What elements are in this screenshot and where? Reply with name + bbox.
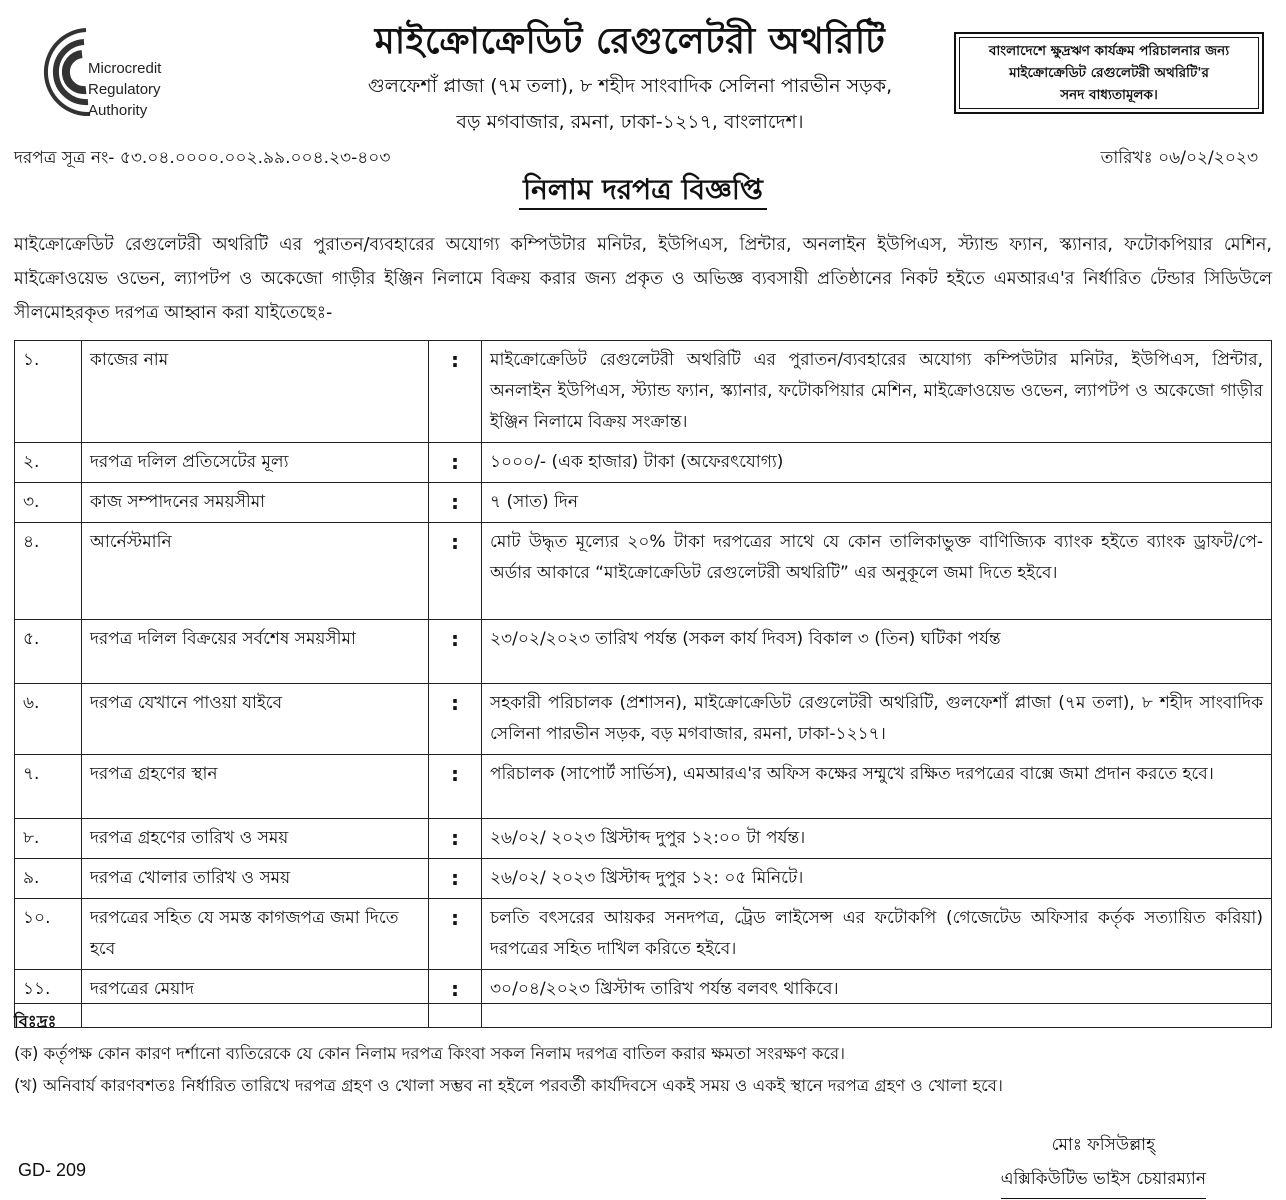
row-label: দরপত্র দলিল প্রতিসেটের মূল্য [82, 443, 429, 483]
notice-title-wrap [0, 168, 1286, 215]
table-row [15, 899, 1272, 970]
row-label: কাজ সম্পাদনের সময়সীমা [82, 483, 429, 523]
row-label: দরপত্র গ্রহণের তারিখ ও সময় [82, 819, 429, 859]
tender-terms-table [14, 340, 1272, 1028]
row-number: ১. [15, 341, 82, 443]
row-label: দরপত্রের সহিত যে সমস্ত কাগজপত্র জমা দিতে হবে [82, 899, 429, 970]
certificate-line: বাংলাদেশে ক্ষুদ্রঋণ কার্যক্রম পরিচালনার জন্য [988, 43, 1230, 59]
signatory-designation: এক্সিকিউটিভ ভাইস চেয়ারম্যান [1001, 1162, 1206, 1199]
row-value: ২৩/০২/২০২৩ তারিখ পর্যন্ত (সকল কার্য দিবস) বিকাল ৩ (তিন) ঘটিকা পর্যন্ত [482, 620, 1272, 684]
row-value: ২৬/০২/ ২০২৩ খ্রিস্টাব্দ দুপুর ১২:০০ টা পর্যন্ত। [482, 819, 1272, 859]
row-colon: : [429, 859, 482, 899]
row-label: দরপত্রের মেয়াদ [82, 970, 429, 1028]
row-number: ২. [15, 443, 82, 483]
row-value: পরিচালক (সাপোর্ট সার্ভিস), এমআরএ'র অফিস কক্ষের সম্মুখে রক্ষিত দরপত্রের বাক্সে জমা প্রদান করতে হবে। [482, 755, 1272, 819]
note-item: (ক) কর্তৃপক্ষ কোন কারণ দর্শানো ব্যতিরেকে যে কোন নিলাম দরপত্র কিংবা সকল নিলাম দরপত্র বাতিল করার ক্ষমতা সংরক্ষণ করে। [14, 1044, 846, 1063]
row-colon: : [429, 970, 482, 1028]
row-value: ২৬/০২/ ২০২৩ খ্রিস্টাব্দ দুপুর ১২: ০৫ মিনিটে। [482, 859, 1272, 899]
tender-reference-number: দরপত্র সূত্র নং- ৫৩.০৪.০০০০.০০২.৯৯.০০৪.২৩-৪০৩ [14, 148, 391, 168]
row-label: কাজের নাম [82, 341, 429, 443]
row-colon: : [429, 523, 482, 620]
mra-logo [30, 18, 220, 128]
row-number: ৭. [15, 755, 82, 819]
certificate-line: সনদ বাধ্যতামূলক। [1060, 87, 1158, 103]
address-line: গুলফেশাঁ প্লাজা (৭ম তলা), ৮ শহীদ সাংবাদিক সেলিনা পারভীন সড়ক, [367, 75, 893, 97]
table-row [15, 620, 1272, 684]
notes-heading: বিঃদ্রঃ [14, 1003, 1272, 1038]
row-number: ৪. [15, 523, 82, 620]
organization-title: মাইক্রোক্রেডিট রেগুলেটরী অথরিটি [374, 21, 886, 62]
row-value: মাইক্রোক্রেডিট রেগুলেটরী অথরিটি এর পুরাতন/ব্যবহারের অযোগ্য কম্পিউটার মনিটর, ইউপিএস, প্রিন্টার, অনলাইন ইউপিএস, স্ট্যান্ড ফ্যান, স্ক্যানার, ফটোকপিয়ার মেশিন, মাইক্রোওয়েভ ওভেন, ল্যাপটপ ও অকেজো গাড়ীর ইঞ্জিন নিলামে বিক্রয় সংক্রান্ত। [482, 341, 1272, 443]
row-colon: : [429, 899, 482, 970]
row-colon: : [429, 684, 482, 755]
row-label: দরপত্র দলিল বিক্রয়ের সর্বশেষ সময়সীমা [82, 620, 429, 684]
row-value: মোট উদ্ধৃত মূল্যের ২০% টাকা দরপত্রের সাথে যে কোন তালিকাভুক্ত বাণিজ্যিক ব্যাংক হইতে ব্যাংক ড্রাফট/পে-অর্ডার আকারে “মাইক্রোক্রেডিট রেগুলেটরী অথরিটি” এর অনুকূলে জমা দিতে হইবে। [482, 523, 1272, 620]
certificate-line: মাইক্রোক্রেডিট রেগুলেটরী অথরিটি'র [1009, 65, 1209, 81]
row-value: ৩০/০৪/২০২৩ খ্রিস্টাব্দ তারিখ পর্যন্ত বলবৎ থাকিবে। [482, 970, 1272, 1028]
row-number: ৩. [15, 483, 82, 523]
row-number: ১০. [15, 899, 82, 970]
table-row [15, 483, 1272, 523]
row-value: ১০০০/- (এক হাজার) টাকা (অফেরৎযোগ্য) [482, 443, 1272, 483]
row-colon: : [429, 341, 482, 443]
row-colon: : [429, 443, 482, 483]
table-row [15, 341, 1272, 443]
row-number: ৯. [15, 859, 82, 899]
row-colon: : [429, 620, 482, 684]
logo-text-line: Microcredit [88, 60, 162, 77]
logo-text-line: Regulatory [88, 81, 161, 98]
row-number: ৬. [15, 684, 82, 755]
row-colon: : [429, 755, 482, 819]
row-label: দরপত্র খোলার তারিখ ও সময় [82, 859, 429, 899]
logo-text-line: Authority [88, 102, 148, 119]
table-row [15, 443, 1272, 483]
table-row [15, 684, 1272, 755]
signature-block [1001, 1128, 1206, 1199]
row-value: সহকারী পরিচালক (প্রশাসন), মাইক্রোক্রেডিট রেগুলেটরী অথরিটি, গুলফেশাঁ প্লাজা (৭ম তলা), ৮ শহীদ সাংবাদিক সেলিনা পারভীন সড়ক, বড় মগবাজার, রমনা, ঢাকা-১২১৭। [482, 684, 1272, 755]
row-number: ৫. [15, 620, 82, 684]
note-item: (খ) অনিবার্য কারণবশতঃ নির্ধারিত তারিখে দরপত্র গ্রহণ ও খোলা সম্ভব না হইলে পরবর্তী কার্যদিবসে একই সময় ও একই স্থানে দরপত্র গ্রহণ ও খোলা হবে। [14, 1076, 1003, 1095]
intro-paragraph: মাইক্রোক্রেডিট রেগুলেটরী অথরিটি এর পুরাতন/ব্যবহারের অযোগ্য কম্পিউটার মনিটর, ইউপিএস, প্রিন্টার, অনলাইন ইউপিএস, স্ট্যান্ড ফ্যান, স্ক্যানার, ফটোকপিয়ার মেশিন, মাইক্রোওয়েভ ওভেন, ল্যাপটপ ও অকেজো গাড়ীর ইঞ্জিন নিলামে বিক্রয় করার জন্য প্রকৃত ও অভিজ্ঞ ব্যবসায়ী প্রতিষ্ঠানের নিকট হইতে এমআরএ'র নির্ধারিত টেন্ডার সিডিউলে সীলমোহরকৃত দরপত্র আহ্বান করা যাইতেছেঃ- [14, 235, 1272, 323]
notice-date: তারিখঃ ০৬/০২/২০২৩ [1100, 148, 1258, 168]
footer-code: GD- 209 [18, 1160, 87, 1180]
row-colon: : [429, 819, 482, 859]
organization-address [300, 68, 960, 140]
row-number: ১১. [15, 970, 82, 1028]
row-value: চলতি বৎসরের আয়কর সনদপত্র, ট্রেড লাইসেন্স এর ফটোকপি (গেজেটেড অফিসার কর্তৃক সত্যায়িত করিয়া) দরপত্রের সহিত দাখিল করিতে হইবে। [482, 899, 1272, 970]
table-row [15, 755, 1272, 819]
notes-section [14, 1003, 1272, 1123]
row-label: দরপত্র গ্রহণের স্থান [82, 755, 429, 819]
table-row [15, 523, 1272, 620]
row-label: আর্নেস্টমানি [82, 523, 429, 620]
logo-text [88, 58, 161, 121]
row-label: দরপত্র যেখানে পাওয়া যাইবে [82, 684, 429, 755]
row-value: ৭ (সাত) দিন [482, 483, 1272, 523]
row-number: ৮. [15, 819, 82, 859]
notice-title: নিলাম দরপত্র বিজ্ঞপ্তি [519, 173, 767, 210]
row-colon: : [429, 483, 482, 523]
certificate-mandatory-box [954, 32, 1264, 114]
signatory-name: মোঃ ফসিউল্লাহ্ [1051, 1135, 1156, 1155]
table-row [15, 859, 1272, 899]
address-line: বড় মগবাজার, রমনা, ঢাকা-১২১৭, বাংলাদেশ। [456, 111, 804, 133]
table-row [15, 819, 1272, 859]
